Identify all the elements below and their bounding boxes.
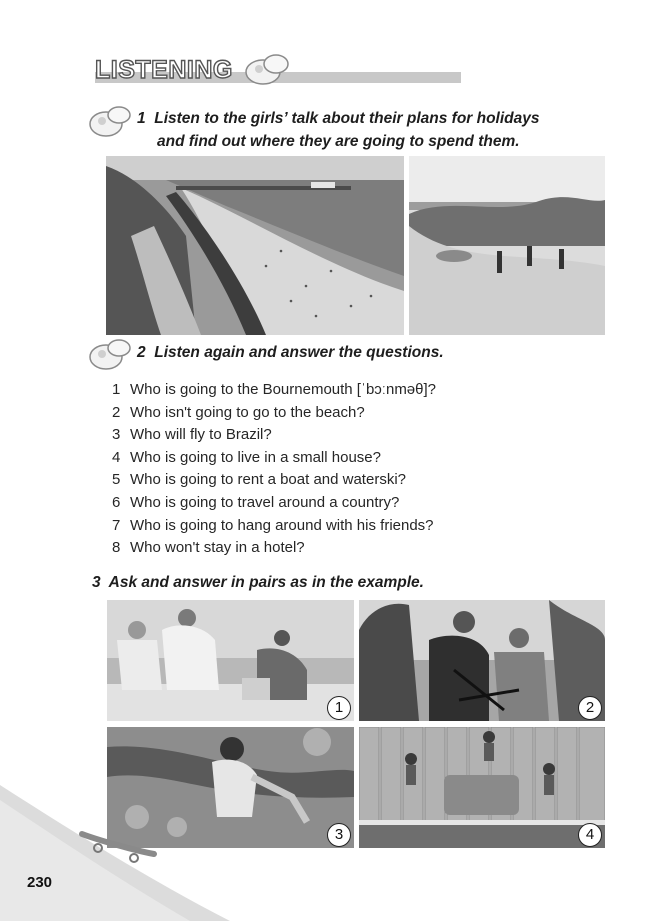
beach-pier-photo <box>106 156 404 335</box>
list-item <box>112 517 436 540</box>
list-item <box>112 494 436 517</box>
section-heading: LISTENING <box>95 56 233 84</box>
task-2-instruction <box>137 342 444 364</box>
list-item <box>112 404 436 427</box>
question-number: 7 <box>112 516 121 534</box>
question-text: Who is going to the Bournemouth [ˈbɔːnməθ]? <box>130 381 437 398</box>
photo-number-badge: 1 <box>327 696 351 720</box>
sandcastle-family-photo <box>107 600 354 721</box>
list-item <box>112 539 436 562</box>
bubbles-icon <box>88 337 132 371</box>
list-item <box>112 449 436 472</box>
task-text: Listen again and answer the questions. <box>154 344 444 361</box>
sand-dunes-photo <box>409 156 605 335</box>
question-number: 1 <box>112 381 121 398</box>
photo-number-badge: 2 <box>578 696 602 720</box>
question-number: 5 <box>112 471 121 489</box>
question-number: 4 <box>112 448 121 466</box>
question-text: Who is going to hang around with his friends? <box>130 516 434 534</box>
bubbles-icon <box>88 104 132 138</box>
task-1-instruction-line-2: and find out where they are going to spend them. <box>157 133 520 150</box>
question-text: Who is going to rent a boat and waterski? <box>130 471 406 489</box>
question-text: Who is going to travel around a country? <box>130 493 400 511</box>
photo-number-badge: 3 <box>327 823 351 847</box>
question-number: 8 <box>112 539 121 557</box>
question-text: Who will fly to Brazil? <box>130 426 272 444</box>
questions-list <box>112 381 436 562</box>
task-number: 1 <box>137 110 146 127</box>
photo-number-badge: 4 <box>578 823 602 847</box>
bubbles-icon <box>243 52 291 86</box>
task-3-instruction <box>92 572 424 594</box>
list-item <box>112 471 436 494</box>
list-item <box>112 381 436 404</box>
question-number: 2 <box>112 403 121 421</box>
task-number: 3 <box>92 574 101 591</box>
father-son-photo <box>359 600 605 721</box>
question-number: 6 <box>112 493 121 511</box>
task-text: Listen to the girls’ talk about their plans for holidays <box>154 110 540 127</box>
task-number: 2 <box>137 344 146 361</box>
task-1-instruction <box>137 108 540 130</box>
question-text: Who won't stay in a hotel? <box>130 539 305 557</box>
list-item <box>112 426 436 449</box>
skateboard-icon <box>78 826 160 866</box>
page-number: 230 <box>27 874 53 891</box>
question-text: Who isn't going to go to the beach? <box>130 403 365 421</box>
question-number: 3 <box>112 426 121 444</box>
task-text: Ask and answer in pairs as in the example. <box>108 574 424 591</box>
kids-pool-photo <box>359 727 605 848</box>
question-text: Who is going to live in a small house? <box>130 448 381 466</box>
